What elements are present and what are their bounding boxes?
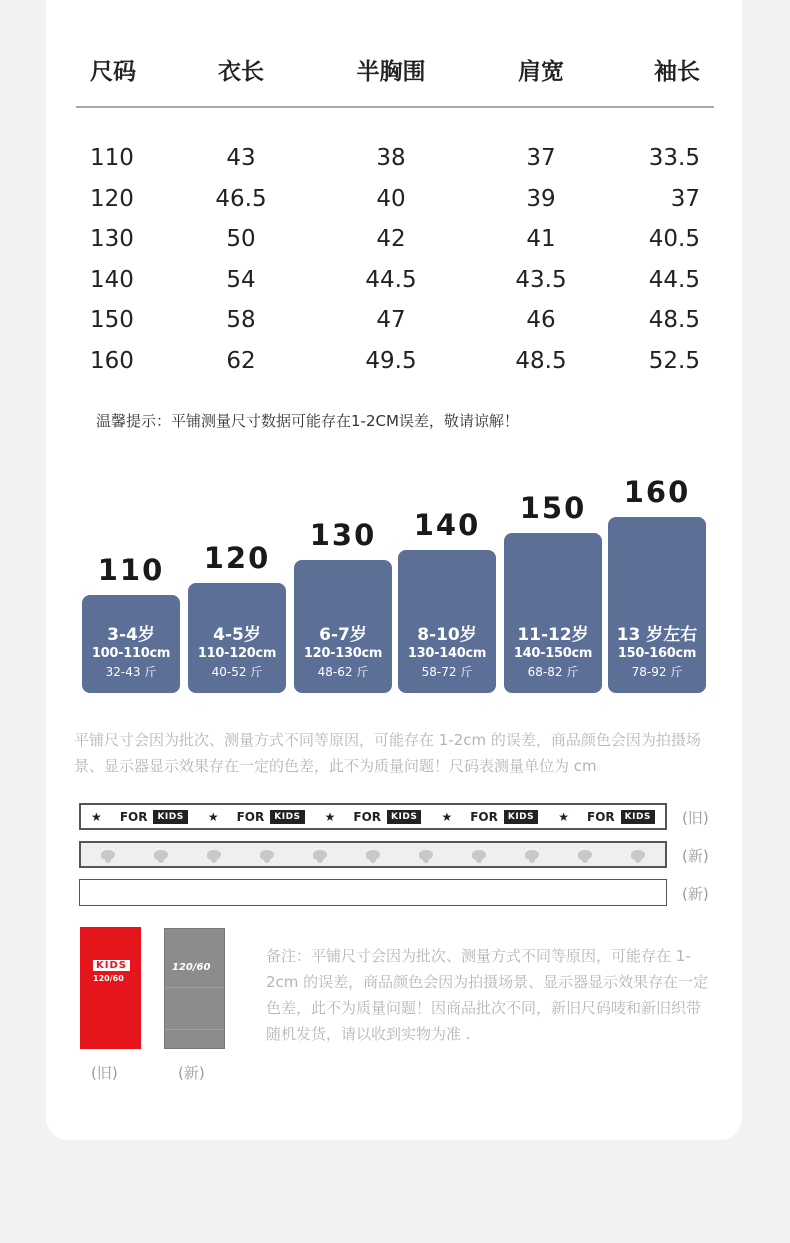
label-strip-old xyxy=(79,803,667,830)
drop-icon xyxy=(101,850,115,860)
size-bar xyxy=(608,517,706,693)
kids-logo: KIDS xyxy=(270,810,304,824)
size-bar-group xyxy=(188,0,286,693)
strip-new-caption-2: (新) xyxy=(682,885,709,903)
label-strip-new-pattern xyxy=(79,841,667,868)
for-text: FOR xyxy=(587,809,615,824)
for-text: FOR xyxy=(353,809,382,824)
bar-height-range: 120-130cm xyxy=(303,646,383,661)
cell-length: 58 xyxy=(226,307,256,334)
drop-icon xyxy=(154,850,168,860)
star-icon: ★ xyxy=(324,809,336,824)
bar-height-range: 100-110cm xyxy=(91,646,171,661)
new-size-tag xyxy=(164,928,225,1049)
bar-weight-range: 78-92 斤 xyxy=(631,665,683,679)
cell-shoulder: 39 xyxy=(526,185,556,212)
for-text: FOR xyxy=(236,809,265,824)
header-shoulder: 肩宽 xyxy=(518,59,564,85)
cell-length: 43 xyxy=(226,145,256,171)
cell-length: 62 xyxy=(226,347,256,374)
header-length: 衣长 xyxy=(218,59,264,85)
cell-shoulder: 37 xyxy=(526,145,556,171)
for-text: FOR xyxy=(470,809,498,824)
cell-length: 54 xyxy=(226,266,256,293)
size-bar-group xyxy=(608,0,706,693)
strip-new-caption-1: (新) xyxy=(682,847,709,865)
bar-size-label: 160 xyxy=(623,475,691,509)
bar-weight-range: 58-72 斤 xyxy=(421,665,473,679)
old-tag-size: 120/60 xyxy=(93,974,124,983)
cell-shoulder: 43.5 xyxy=(515,266,567,293)
cell-sleeve: 40.5 xyxy=(648,226,700,253)
drop-icon xyxy=(472,850,486,860)
bar-weight-range: 48-62 斤 xyxy=(317,665,369,679)
strip-pattern-item xyxy=(441,810,538,824)
strip-pattern-item xyxy=(91,810,188,824)
drop-icon xyxy=(366,850,380,860)
kids-logo: KIDS xyxy=(93,960,130,971)
bar-height-range: 110-120cm xyxy=(197,646,277,661)
measurement-note: 平铺尺寸会因为批次、测量方式不同等原因，可能存在 1-2cm 的误差，商品颜色会因为拍摄场景、显示器显示效果存在一定的色差，此不为质量问题！尺码表测量单位为 cm xyxy=(74,731,701,775)
size-bar-group xyxy=(82,0,180,693)
kids-logo: KIDS xyxy=(504,810,538,824)
drop-icon xyxy=(578,850,592,860)
bar-age: 11-12岁 xyxy=(517,625,589,645)
drop-icon xyxy=(631,850,645,860)
drop-icon xyxy=(313,850,327,860)
bar-size-label: 120 xyxy=(203,541,271,575)
tag-fold-line xyxy=(165,987,224,988)
bar-size-label: 150 xyxy=(519,491,587,525)
bar-weight-range: 32-43 斤 xyxy=(105,665,157,679)
bar-size-label: 130 xyxy=(309,518,377,552)
cell-half-chest: 49.5 xyxy=(365,347,417,374)
cell-sleeve: 37 xyxy=(670,185,700,212)
size-bar xyxy=(504,533,602,693)
cell-sleeve: 52.5 xyxy=(648,347,700,374)
cell-half-chest: 40 xyxy=(376,185,406,212)
star-icon: ★ xyxy=(558,809,569,824)
label-strip-new-plain xyxy=(79,879,667,906)
bar-age: 8-10岁 xyxy=(417,625,477,645)
old-tag-caption: (旧) xyxy=(91,1064,118,1082)
cell-size: 120 xyxy=(90,185,134,212)
size-bar-group xyxy=(294,0,392,693)
bar-age: 4-5岁 xyxy=(213,625,261,645)
strip-pattern-item xyxy=(558,810,655,824)
header-sleeve: 袖长 xyxy=(654,59,700,85)
drop-icon xyxy=(419,850,433,860)
cell-half-chest: 42 xyxy=(376,226,406,253)
cell-sleeve: 44.5 xyxy=(648,266,700,293)
cell-half-chest: 38 xyxy=(376,145,406,171)
cell-length: 50 xyxy=(226,226,256,253)
bar-weight-range: 40-52 斤 xyxy=(211,665,263,679)
bar-age: 13 岁左右 xyxy=(616,625,698,645)
bar-age: 6-7岁 xyxy=(319,625,367,645)
cell-size: 110 xyxy=(90,145,134,171)
strip-old-caption: (旧) xyxy=(682,809,709,827)
star-icon: ★ xyxy=(91,809,102,824)
bar-height-range: 140-150cm xyxy=(513,646,593,661)
cell-half-chest: 44.5 xyxy=(365,266,417,293)
cell-size: 160 xyxy=(90,347,134,374)
remark-note: 备注：平铺尺寸会因为批次、测量方式不同等原因，可能存在 1-2cm 的误差，商品颜色会因为拍摄场景、显示器显示效果存在一定色差，此不为质量问题！因商品批次不同，新旧尺码唛和新旧织带随机发货，请以收到实物为准 . xyxy=(266,947,709,1043)
size-bar xyxy=(82,595,180,693)
cell-sleeve: 33.5 xyxy=(648,145,700,171)
for-text: FOR xyxy=(119,809,148,824)
bar-height-range: 150-160cm xyxy=(617,646,697,661)
star-icon: ★ xyxy=(441,809,453,824)
tag-fold-line xyxy=(165,1029,224,1030)
star-icon: ★ xyxy=(207,809,219,824)
new-tag-size: 120/60 xyxy=(172,962,211,973)
header-size: 尺码 xyxy=(90,59,136,85)
bar-age: 3-4岁 xyxy=(107,625,155,645)
kids-logo: KIDS xyxy=(387,810,421,824)
strip-drop-pattern xyxy=(81,843,665,866)
size-bar xyxy=(398,550,496,693)
kids-logo: KIDS xyxy=(621,810,655,824)
cell-size: 140 xyxy=(90,266,134,293)
size-age-bars xyxy=(82,0,712,700)
cell-half-chest: 47 xyxy=(376,307,406,334)
drop-icon xyxy=(525,850,539,860)
cell-sleeve: 48.5 xyxy=(648,307,700,334)
size-bar-group xyxy=(504,0,602,693)
size-bar xyxy=(188,583,286,693)
kids-logo: KIDS xyxy=(153,810,187,824)
drop-icon xyxy=(207,850,221,860)
strip-pattern-item xyxy=(208,810,305,824)
tip-text: 温馨提示：平铺测量尺寸数据可能存在1-2CM误差，敬请谅解！ xyxy=(96,412,519,430)
bar-weight-range: 68-82 斤 xyxy=(527,665,579,679)
cell-size: 130 xyxy=(90,226,134,253)
drop-icon xyxy=(260,850,274,860)
cell-size: 150 xyxy=(90,307,134,334)
header-half-chest: 半胸围 xyxy=(356,59,426,85)
cell-shoulder: 48.5 xyxy=(515,347,567,374)
new-tag-caption: (新) xyxy=(178,1064,205,1082)
old-size-tag xyxy=(80,927,141,1049)
size-bar xyxy=(294,560,392,693)
cell-shoulder: 46 xyxy=(526,307,556,334)
size-bar-group xyxy=(398,0,496,693)
cell-shoulder: 41 xyxy=(526,226,556,253)
cell-length: 46.5 xyxy=(215,185,267,212)
bar-size-label: 140 xyxy=(413,508,481,542)
bar-height-range: 130-140cm xyxy=(407,646,487,661)
strip-pattern-item xyxy=(325,810,422,824)
strip-pattern xyxy=(81,805,665,828)
bar-size-label: 110 xyxy=(97,553,165,587)
